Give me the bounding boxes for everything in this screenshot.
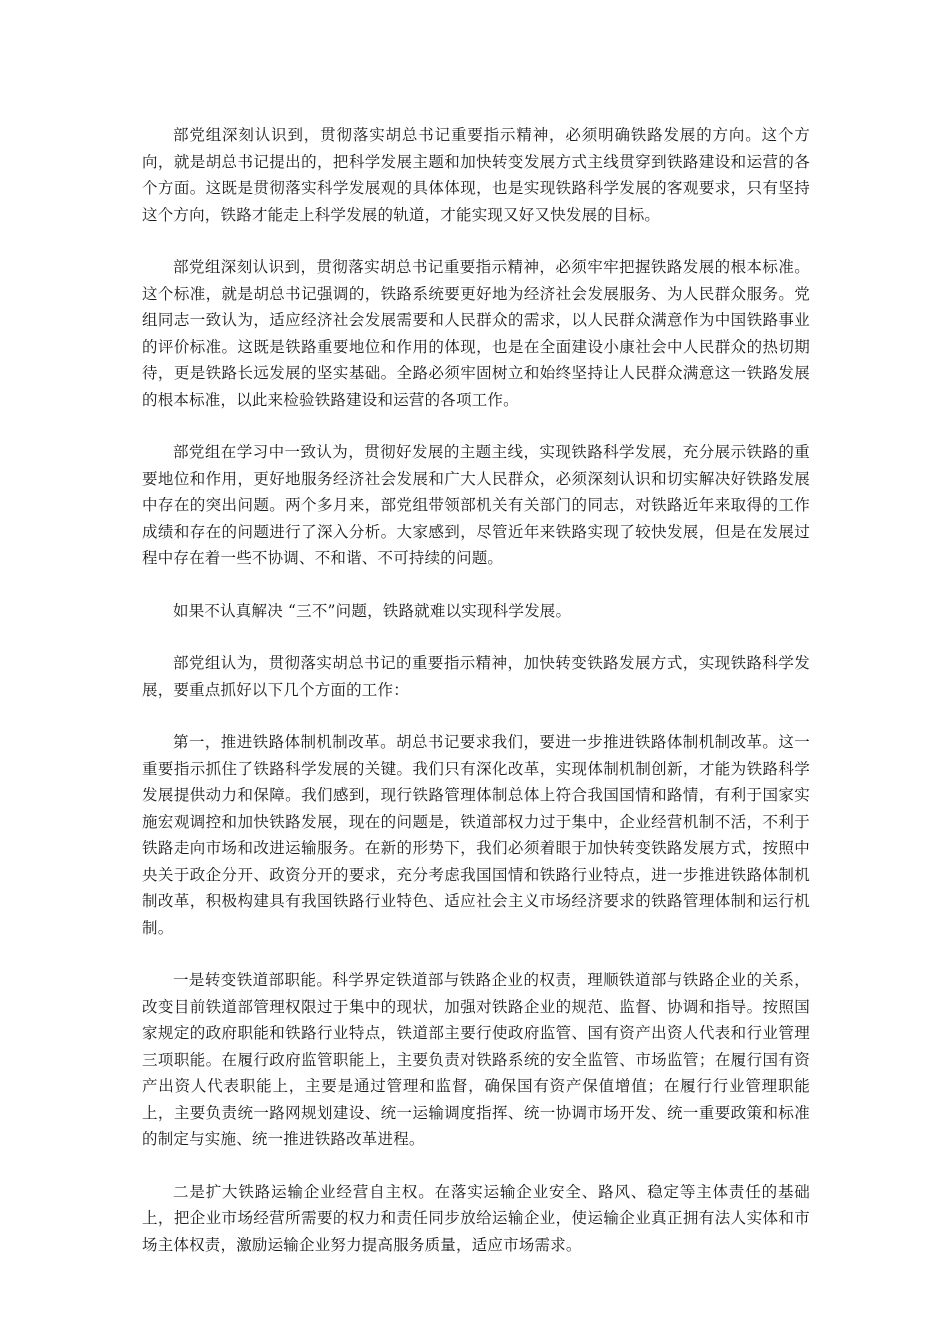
paragraph-key-work: 部党组认为，贯彻落实胡总书记的重要指示精神，加快转变铁路发展方式，实现铁路科学发展，要重点抓好以下几个方面的工作：	[142, 654, 810, 699]
paragraph-problems: 部党组在学习中一致认为，贯彻好发展的主题主线，实现铁路科学发展，充分展示铁路的重要地位和作用，更好地服务经济社会发展和广大人民群众，必须深刻认识和切实解决好铁路发展中存在的突出问题。两个多月来，部党组带领部机关有关部门的同志，对铁路近年来取得的工作成绩和存在的问题进行了深入分析。大家感到，尽管近年来铁路实现了较快发展，但是在发展过程中存在着一些不协调、不和谐、不可持续的问题。	[142, 443, 810, 567]
document-body	[142, 122, 810, 1284]
paragraph-reform: 第一，推进铁路体制机制改革。胡总书记要求我们，要进一步推进铁路体制机制改革。这一重要指示抓住了铁路科学发展的关键。我们只有深化改革，实现体制机制创新，才能为铁路科学发展提供动力和保障。我们感到，现行铁路管理体制总体上符合我国国情和路情，有利于国家实施宏观调控和加快铁路发展，现在的问题是，铁道部权力过于集中，企业经营机制不活，不利于铁路走向市场和改进运输服务。在新的形势下，我们必须着眼于加快转变铁路发展方式，按照中央关于政企分开、政资分开的要求，充分考虑我国国情和铁路行业特点，进一步推进铁路体制机制改革，积极构建具有我国铁路行业特色、适应社会主义市场经济要求的铁路管理体制和运行机制。	[142, 733, 810, 937]
paragraph-direction: 部党组深刻认识到，贯彻落实胡总书记重要指示精神，必须明确铁路发展的方向。这个方向，就是胡总书记提出的，把科学发展主题和加快转变发展方式主线贯穿到铁路建设和运营的各个方面。这既是贯彻落实科学发展观的具体体现，也是实现铁路科学发展的客观要求，只有坚持这个方向，铁路才能走上科学发展的轨道，才能实现又好又快发展的目标。	[142, 126, 810, 224]
paragraph-standard: 部党组深刻认识到，贯彻落实胡总书记重要指示精神，必须牢牢把握铁路发展的根本标准。这个标准，就是胡总书记强调的，铁路系统要更好地为经济社会发展服务、为人民群众服务。党组同志一致认为，适应经济社会发展需要和人民群众的需求，以人民群众满意作为中国铁路事业的评价标准。这既是铁路重要地位和作用的体现，也是在全面建设小康社会中人民群众的热切期待，更是铁路长远发展的坚实基础。全路必须牢固树立和始终坚持让人民群众满意这一铁路发展的根本标准，以此来检验铁路建设和运营的各项工作。	[142, 258, 810, 409]
paragraph-three-no: 如果不认真解决 “三不”问题，铁路就难以实现科学发展。	[173, 601, 572, 620]
paragraph-ministry-functions: 一是转变铁道部职能。科学界定铁道部与铁路企业的权责，理顺铁道部与铁路企业的关系，改变目前铁道部管理权限过于集中的现状，加强对铁路企业的规范、监督、协调和指导。按照国家规定的政府职能和铁路行业特点，铁道部主要行使政府监管、国有资产出资人代表和行业管理三项职能。在履行政府监管职能上，主要负责对铁路系统的安全监管、市场监管；在履行国有资产出资人代表职能上，主要是通过管理和监督，确保国有资产保值增值；在履行行业管理职能上，主要负责统一路网规划建设、统一运输调度指挥、统一协调市场开发、统一重要政策和标准的制定与实施、统一推进铁路改革进程。	[142, 971, 810, 1148]
paragraph-enterprise-autonomy: 二是扩大铁路运输企业经营自主权。在落实运输企业安全、路风、稳定等主体责任的基础上，把企业市场经营所需要的权力和责任同步放给运输企业，使运输企业真正拥有法人实体和市场主体权责，激励运输企业努力提高服务质量，适应市场需求。	[142, 1182, 810, 1254]
